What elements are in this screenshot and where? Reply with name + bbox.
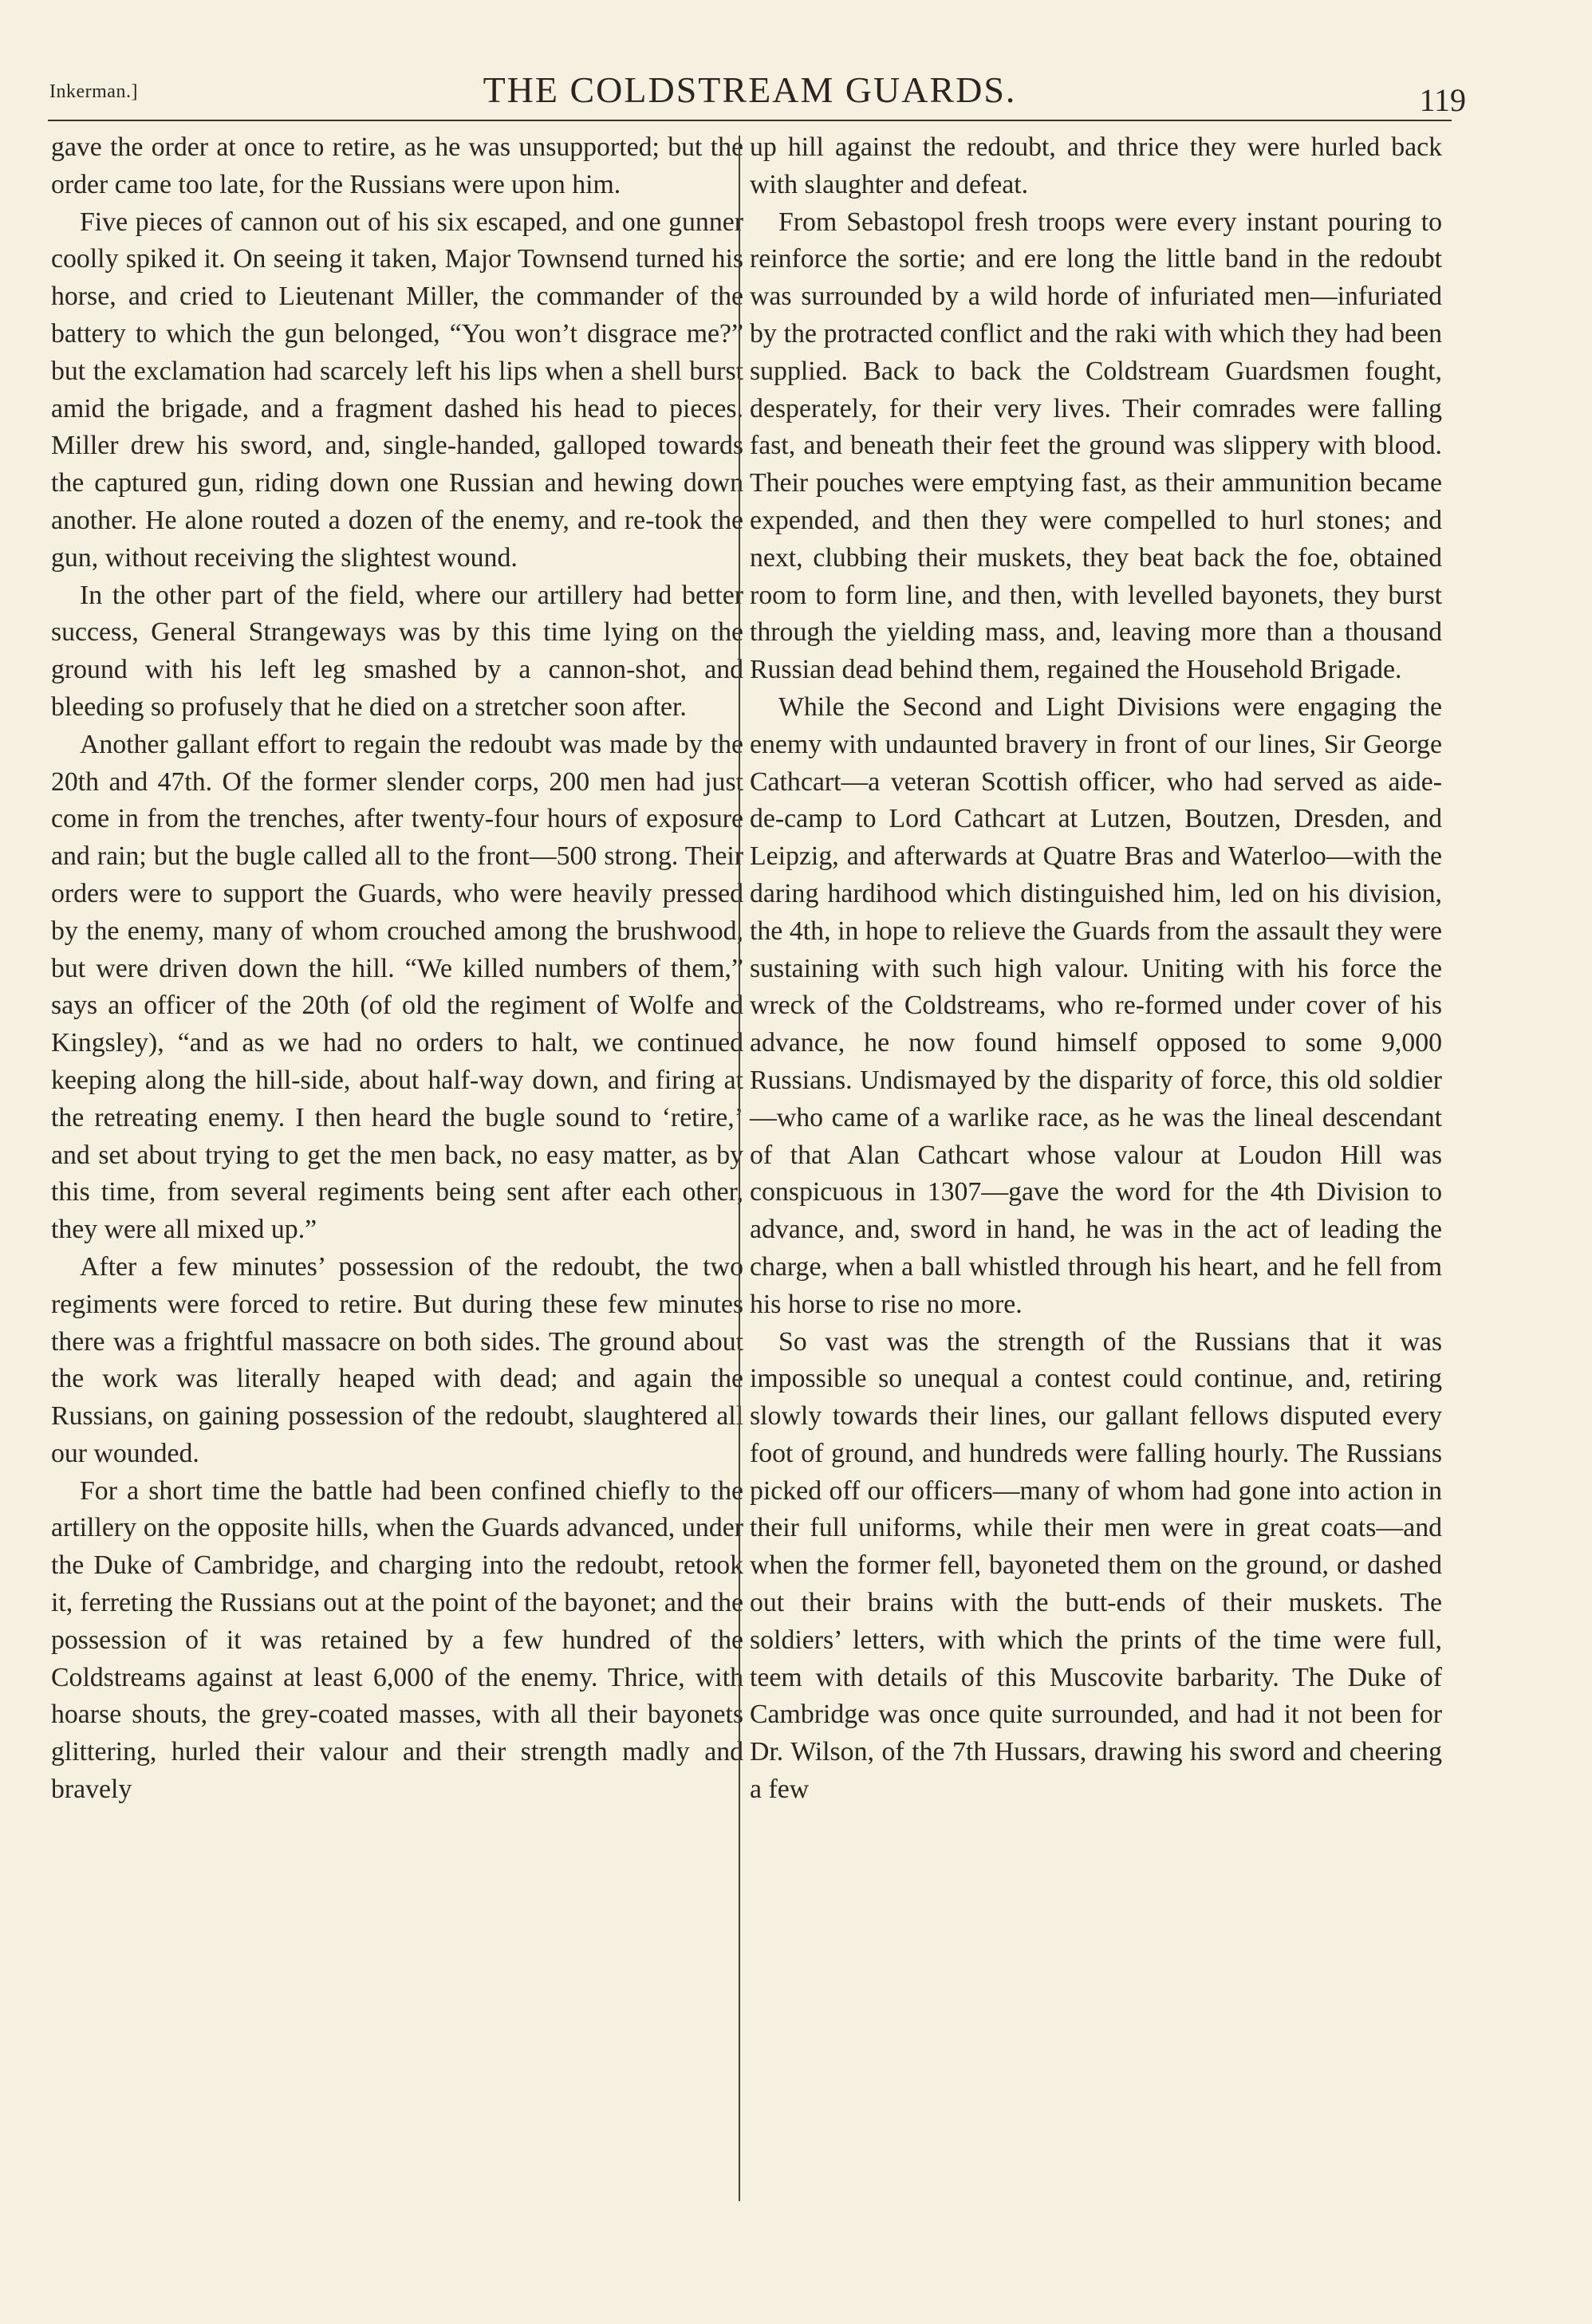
paragraph: So vast was the strength of the Russians that it was impossible so unequal a contest could continue, and, retiring slowly towards their lines, our gallant fellows disputed every foot of ground, and hundreds were falling hourly. The Russians picked off our officers—many of whom had gone into action in their full uniforms, while their men were in great coats—and when the former fell, bayoneted them on the ground, or dashed out their brains with the butt-ends of their muskets. The soldiers’ letters, with which the prints of the time were full, teem with details of this Muscovite barbarity. The Duke of Cambridge was once quite surrounded, and had it not been for Dr. Wilson, of the 7th Hussars, drawing his sword and cheering a few — [750, 1326, 1442, 1805]
header-rule — [48, 120, 1452, 121]
right-column — [750, 129, 1442, 1809]
paragraph: Another gallant effort to regain the redoubt was made by the 20th and 47th. Of the former slender corps, 200 men had just come in from the trenches, after twenty-four hours of exposure and rain; but the bugle called all to the front—500 strong. Their orders were to support the Guards, who were heavily pressed by the enemy, many of whom crouched among the brushwood, but were driven down the hill. “We killed numbers of them,” says an officer of the 20th (of old the regiment of Wolfe and Kingsley), “and as we had no orders to halt, we continued keeping along the hill-side, about half-way down, and firing at the retreating enemy. I then heard the bugle sound to ‘retire,’ and set about trying to get the men back, no easy matter, as by this time, from several regiments being sent after each other, they were all mixed up.” — [51, 729, 743, 1245]
paragraph: gave the order at once to retire, as he was unsupported; but the order came too late, for the Russians were upon him. — [51, 132, 743, 199]
running-head — [48, 69, 1466, 126]
paragraph: From Sebastopol fresh troops were every instant pouring to reinforce the sortie; and ere long the little band in the redoubt was surrounded by a wild horde of infuriated men—infuriated by the protracted conflict and the raki with which they had been supplied. Back to back the Coldstream Guardsmen fought, desperately, for their very lives. Their comrades were falling fast, and beneath their feet the ground was slippery with blood. Their pouches were emptying fast, as their ammunition became expended, and then they were compelled to hurl stones; and next, clubbing their muskets, they beat back the foe, obtained room to form line, and then, with levelled bayonets, they burst through the yielding mass, and, leaving more than a thousand Russian dead behind them, regained the Household Brigade. — [750, 207, 1442, 685]
paragraph: up hill against the redoubt, and thrice they were hurled back with slaughter and defeat. — [750, 132, 1442, 199]
paragraph: For a short time the battle had been confined chiefly to the artillery on the opposite hills, when the Guards advanced, under the Duke of Cambridge, and charging into the redoubt, retook it, ferreting the Russians out at the point of the bayonet; and the possession of it was retained by a few hundred of the Coldstreams against at least 6,000 of the enemy. Thrice, with hoarse shouts, the grey-coated masses, with all their bayonets glittering, hurled their valour and their strength madly and bravely — [51, 1475, 743, 1805]
left-column — [51, 129, 743, 1809]
page-number: 119 — [1419, 82, 1466, 118]
paragraph: Five pieces of cannon out of his six escaped, and one gunner coolly spiked it. On seeing it taken, Major Townsend turned his horse, and cried to Lieutenant Miller, the commander of the battery to which the gun belonged, “You won’t disgrace me?” but the exclamation had scarcely left his lips when a shell burst amid the brigade, and a fragment dashed his head to pieces. Miller drew his sword, and, single-handed, galloped towards the captured gun, riding down one Russian and hewing down another. He alone routed a dozen of the enemy, and re-took the gun, without receiving the slightest wound. — [51, 207, 743, 573]
paragraph: While the Second and Light Divisions were engaging the enemy with undaunted bravery in front of our lines, Sir George Cathcart—a veteran Scottish officer, who had served as aide-de-camp to Lord Cathcart at Lutzen, Boutzen, Dresden, and Leipzig, and afterwards at Quatre Bras and Waterloo—with the daring hardihood which distinguished him, led on his division, the 4th, in hope to relieve the Guards from the assault they were sustaining with such high valour. Uniting with his force the wreck of the Coldstreams, who re-formed under cover of his advance, he now found himself opposed to some 9,000 Russians. Undismayed by the disparity of force, this old soldier—who came of a warlike race, as he was the lineal descendant of that Alan Cathcart whose valour at Loudon Hill was conspicuous in 1307—gave the word for the 4th Division to advance, and, sword in hand, he was in the act of leading the charge, when a ball whistled through his heart, and he fell from his horse to rise no more. — [750, 691, 1442, 1319]
section-label: Inkerman.] — [49, 81, 138, 102]
column-divider — [739, 136, 740, 2201]
page-title: THE COLDSTREAM GUARDS. — [483, 69, 1017, 110]
paragraph: After a few minutes’ possession of the redoubt, the two regiments were forced to retire. But during these few minutes there was a frightful massacre on both sides. The ground about the work was literally heaped with dead; and again the Russians, on gaining possession of the redoubt, slaughtered all our wounded. — [51, 1251, 743, 1468]
paragraph: In the other part of the field, where our artillery had better success, General Strangeways was by this time lying on the ground with his left leg smashed by a cannon-shot, and bleeding so profusely that he died on a stretcher soon after. — [51, 580, 743, 722]
